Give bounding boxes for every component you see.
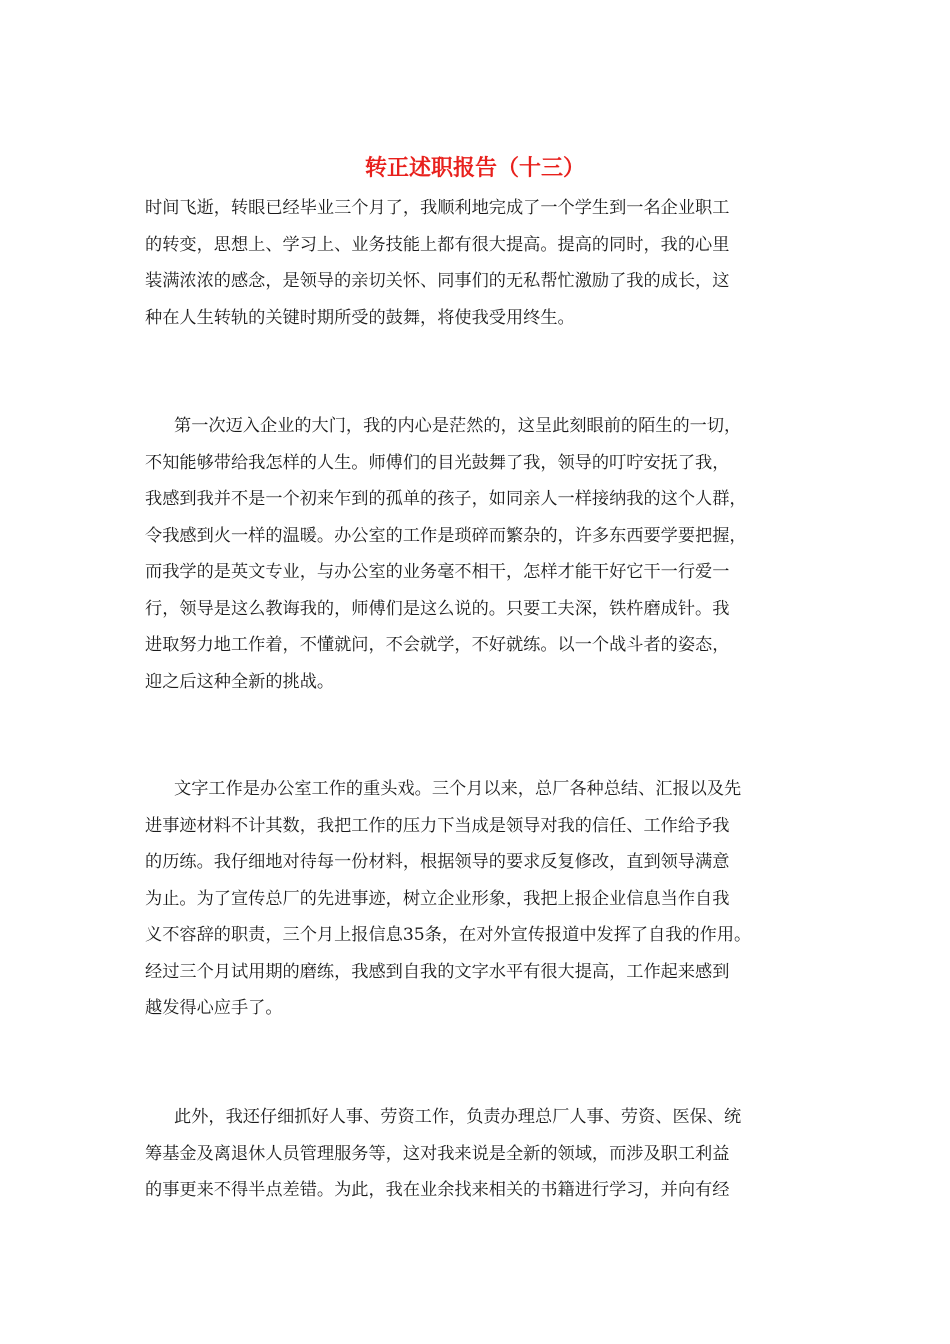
paragraph-line: 装满浓浓的感念，是领导的亲切关怀、同事们的无私帮忙激励了我的成长，这 bbox=[145, 271, 730, 291]
document-title: 转正述职报告（十三） bbox=[364, 155, 585, 181]
paragraph-4 bbox=[145, 1099, 825, 1209]
paragraph-line: 经过三个月试用期的磨练，我感到自我的文字水平有很大提高，工作起来感到 bbox=[145, 961, 730, 982]
paragraph-line: 种在人生转轨的关键时期所受的鼓舞，将使我受用终生。 bbox=[145, 307, 575, 328]
paragraph-line: 而我学的是英文专业，与办公室的业务毫不相干，怎样才能干好它干一行爱一 bbox=[145, 562, 730, 582]
paragraph-line: 时间飞逝，转眼已经毕业三个月了，我顺利地完成了一个学生到一名企业职工 bbox=[145, 198, 730, 218]
paragraph-line: 越发得心应手了。 bbox=[145, 998, 283, 1018]
paragraph-line: 文字工作是办公室工作的重头戏。三个月以来，总厂各种总结、汇报以及先 bbox=[174, 779, 742, 799]
paragraph-1 bbox=[145, 190, 825, 336]
paragraph-line: 行，领导是这么教诲我的，师傅们是这么说的。只要工夫深，铁杵磨成针。我 bbox=[145, 598, 730, 619]
paragraph-3 bbox=[145, 771, 825, 1027]
paragraph-line: 的历练。我仔细地对待每一份材料，根据领导的要求反复修改，直到领导满意 bbox=[145, 852, 730, 872]
paragraph-line: 此外，我还仔细抓好人事、劳资工作，负责办理总厂人事、劳资、医保、统 bbox=[174, 1107, 742, 1127]
paragraph-line: 第一次迈入企业的大门，我的内心是茫然的，这呈此刻眼前的陌生的一切， bbox=[174, 416, 742, 436]
paragraph-line: 为止。为了宣传总厂的先进事迹，树立企业形象，我把上报企业信息当作自我 bbox=[145, 888, 730, 909]
paragraph-2 bbox=[145, 408, 825, 700]
paragraph-line: 义不容辞的职责，三个月上报信息35条，在对外宣传报道中发挥了自我的作用。 bbox=[145, 925, 752, 945]
paragraph-line: 的转变，思想上、学习上、业务技能上都有很大提高。提高的同时，我的心里 bbox=[145, 234, 730, 255]
paragraph-line: 我感到我并不是一个初来乍到的孤单的孩子，如同亲人一样接纳我的这个人群， bbox=[145, 489, 747, 509]
paragraph-line: 不知能够带给我怎样的人生。师傅们的目光鼓舞了我，领导的叮咛安抚了我， bbox=[145, 452, 730, 473]
paragraph-line: 令我感到火一样的温暖。办公室的工作是琐碎而繁杂的，许多东西要学要把握， bbox=[145, 525, 747, 546]
paragraph-line: 进事迹材料不计其数，我把工作的压力下当成是领导对我的信任、工作给予我 bbox=[145, 815, 730, 836]
paragraph-line: 的事更来不得半点差错。为此，我在业余找来相关的书籍进行学习，并向有经 bbox=[145, 1180, 730, 1200]
paragraph-line: 进取努力地工作着，不懂就问，不会就学，不好就练。以一个战斗者的姿态， bbox=[145, 635, 730, 655]
paragraph-line: 迎之后这种全新的挑战。 bbox=[145, 671, 335, 692]
paragraph-line: 筹基金及离退休人员管理服务等，这对我来说是全新的领域，而涉及职工利益 bbox=[145, 1143, 730, 1164]
